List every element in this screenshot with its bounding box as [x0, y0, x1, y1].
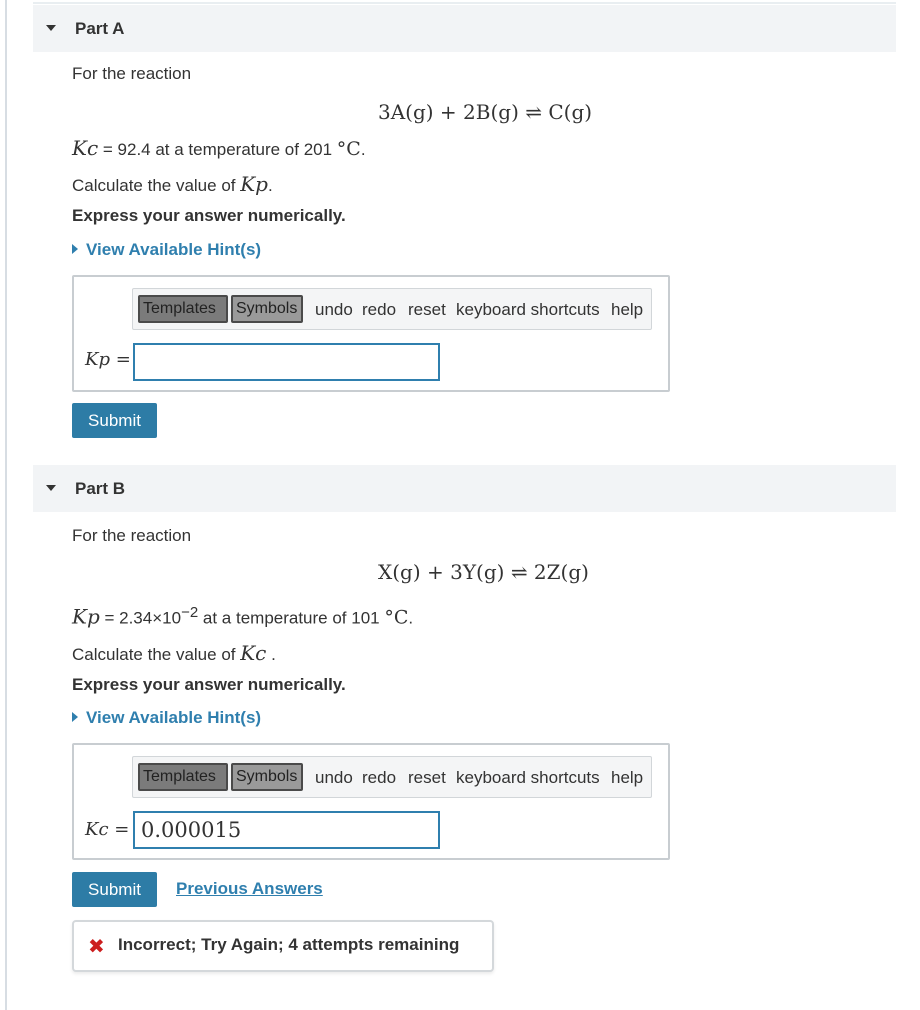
- calc-prefix: Calculate the value of: [72, 176, 241, 195]
- part-a-header[interactable]: [33, 5, 896, 52]
- hint-label: View Available Hint(s): [86, 240, 262, 259]
- part-b-hint-link[interactable]: [72, 708, 261, 728]
- part-b-calc-instruction: Calculate the value of Kc .: [72, 641, 276, 665]
- expand-triangle-icon: [72, 244, 78, 254]
- keyboard-shortcuts-button[interactable]: keyboard shortcuts: [456, 768, 600, 787]
- part-b-header[interactable]: [33, 465, 896, 512]
- part-a-intro: For the reaction: [72, 64, 192, 83]
- collapse-caret-icon[interactable]: [46, 25, 56, 31]
- help-button[interactable]: help: [611, 300, 644, 319]
- reset-button[interactable]: reset: [408, 768, 446, 787]
- kc-value-text: = 92.4 at a temperature of 201: [98, 140, 337, 159]
- templates-button[interactable]: Templates: [138, 295, 228, 323]
- part-a-calc-instruction: Calculate the value of Kp.: [72, 172, 273, 196]
- calc-prefix: Calculate the value of: [72, 645, 241, 664]
- kc-symbol: Kc: [240, 641, 267, 665]
- part-a-express-instruction: Express your answer numerically.: [72, 206, 346, 225]
- math-toolbar: [132, 288, 652, 330]
- hint-label: View Available Hint(s): [86, 708, 262, 727]
- left-border: [5, 0, 7, 1010]
- part-a-answer-box: [72, 275, 670, 392]
- part-a-title: Part A: [75, 19, 125, 38]
- part-a-hint-link[interactable]: [72, 240, 261, 260]
- temp-unit: °C: [336, 138, 361, 160]
- part-a-submit-button[interactable]: Submit: [72, 403, 157, 438]
- undo-button[interactable]: undo: [315, 300, 353, 319]
- kp-answer-label: Kp =: [85, 349, 131, 370]
- part-b-submit-button[interactable]: Submit: [72, 872, 157, 907]
- symbols-button[interactable]: Symbols: [231, 763, 303, 791]
- kc-answer-input[interactable]: 0.000015: [133, 811, 440, 849]
- kp-symbol: Kp: [72, 604, 100, 629]
- feedback-message: Incorrect; Try Again; 4 attempts remaining: [118, 935, 460, 954]
- templates-button[interactable]: Templates: [138, 763, 228, 791]
- reset-button[interactable]: reset: [408, 300, 446, 319]
- expand-triangle-icon: [72, 712, 78, 722]
- kc-symbol: Kc: [72, 136, 99, 160]
- kp-symbol: Kp: [240, 172, 268, 196]
- close-x-icon: ✖: [88, 936, 105, 958]
- part-b-express-instruction: Express your answer numerically.: [72, 675, 346, 694]
- kc-answer-label: Kc =: [85, 819, 130, 840]
- part-b-kp-statement: $Kp = 2.34\times 10^{-2}$ at a temperature of 101 °C.: [72, 604, 414, 629]
- kp-exponent: −2: [181, 604, 199, 621]
- part-b-equation: X(g) + 3Y(g) ⇌ 2Z(g): [378, 560, 589, 584]
- redo-button[interactable]: redo: [362, 300, 397, 319]
- incorrect-feedback: [72, 920, 494, 972]
- previous-answers-link[interactable]: Previous Answers: [176, 879, 323, 898]
- part-b-answer-box: [72, 743, 670, 860]
- top-divider: [33, 2, 896, 4]
- keyboard-shortcuts-button[interactable]: keyboard shortcuts: [456, 300, 600, 319]
- math-toolbar: [132, 756, 652, 798]
- part-b-title: Part B: [75, 479, 126, 498]
- symbols-button[interactable]: Symbols: [231, 295, 303, 323]
- part-a-equation: 3A(g) + 2B(g) ⇌ C(g): [378, 100, 593, 124]
- kp-value-text: = 2.34×10: [99, 608, 182, 628]
- undo-button[interactable]: undo: [315, 768, 353, 787]
- part-a-kc-statement: Kc = 92.4 at a temperature of 201 °C.: [72, 136, 366, 160]
- temperature-text: at a temperature of 101: [198, 608, 385, 628]
- redo-button[interactable]: redo: [362, 768, 397, 787]
- help-button[interactable]: help: [611, 768, 644, 787]
- kp-answer-input[interactable]: [133, 343, 440, 381]
- temp-unit: °C: [384, 606, 409, 629]
- part-b-intro: For the reaction: [72, 526, 192, 545]
- collapse-caret-icon[interactable]: [46, 485, 56, 491]
